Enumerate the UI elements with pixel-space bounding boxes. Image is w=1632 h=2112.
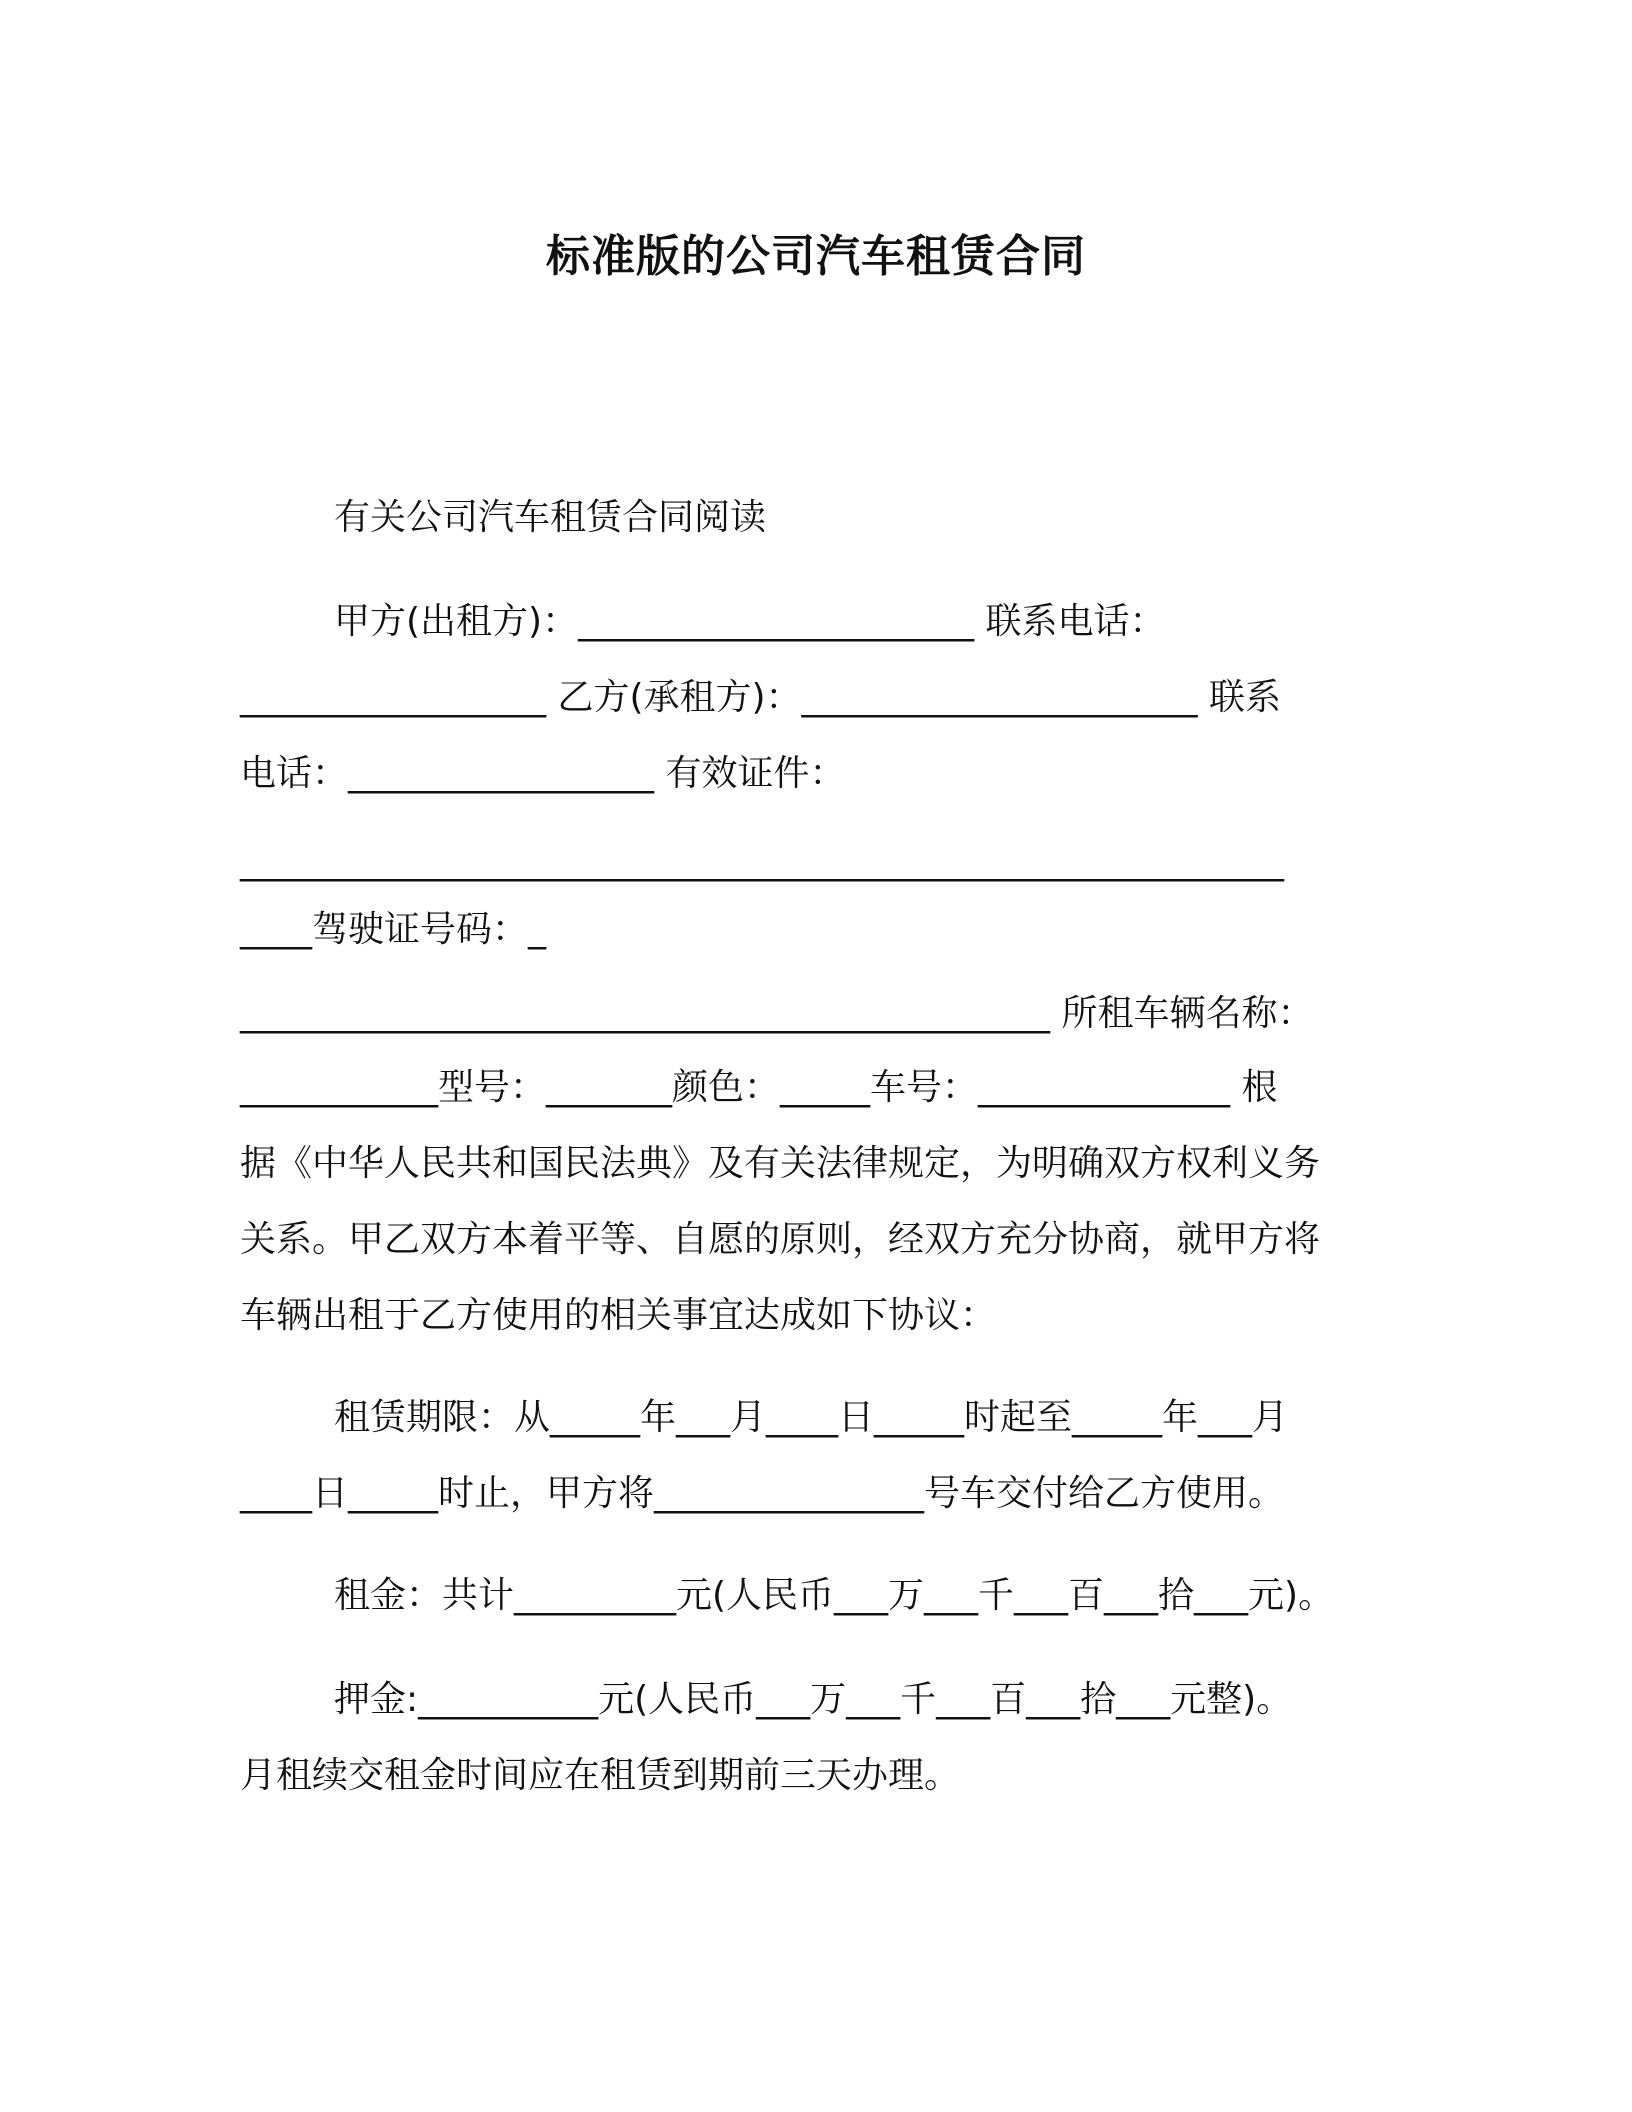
document-title: 标准版的公司汽车租赁合同 bbox=[546, 231, 1086, 282]
id-blank-line: __________________________________________________________ bbox=[240, 841, 1284, 882]
rent-line: 租金：共计_________元(人民币___万___千___百___拾___元)。 bbox=[334, 1575, 1335, 1616]
lease-term-line: 租赁期限：从_____年___月____日_____时起至_____年___月 bbox=[334, 1397, 1289, 1438]
principle-line: 关系。甲乙双方本着平等、自愿的原则，经双方充分协商，就甲方将 bbox=[240, 1219, 1321, 1260]
party-a-line: 甲方(出租方)：______________________ 联系电话： bbox=[334, 601, 1166, 642]
deposit-line: 押金:__________元(人民币___万___千___百___拾___元整)。 bbox=[334, 1679, 1293, 1720]
vehicle-model-line: ___________型号：_______颜色：_____车号：______________ 根 bbox=[240, 1067, 1278, 1108]
party-b-line: _________________ 乙方(承租方)：______________________ 联系 bbox=[240, 677, 1281, 718]
lease-term-end-line: ____日_____时止，甲方将_______________号车交付给乙方使用。 bbox=[240, 1473, 1285, 1514]
agreement-line: 车辆出租于乙方使用的相关事宜达成如下协议： bbox=[240, 1295, 997, 1336]
intro-heading: 有关公司汽车租赁合同阅读 bbox=[334, 497, 767, 538]
vehicle-name-line: _____________________________________________ 所租车辆名称： bbox=[240, 993, 1314, 1034]
renewal-line: 月租续交租金时间应在租赁到期前三天办理。 bbox=[240, 1755, 961, 1796]
license-line: ____驾驶证号码：_ bbox=[240, 909, 547, 950]
legal-basis-line: 据《中华人民共和国民法典》及有关法律规定，为明确双方权利义务 bbox=[240, 1143, 1321, 1184]
phone-id-line: 电话：_________________ 有效证件： bbox=[240, 753, 846, 794]
